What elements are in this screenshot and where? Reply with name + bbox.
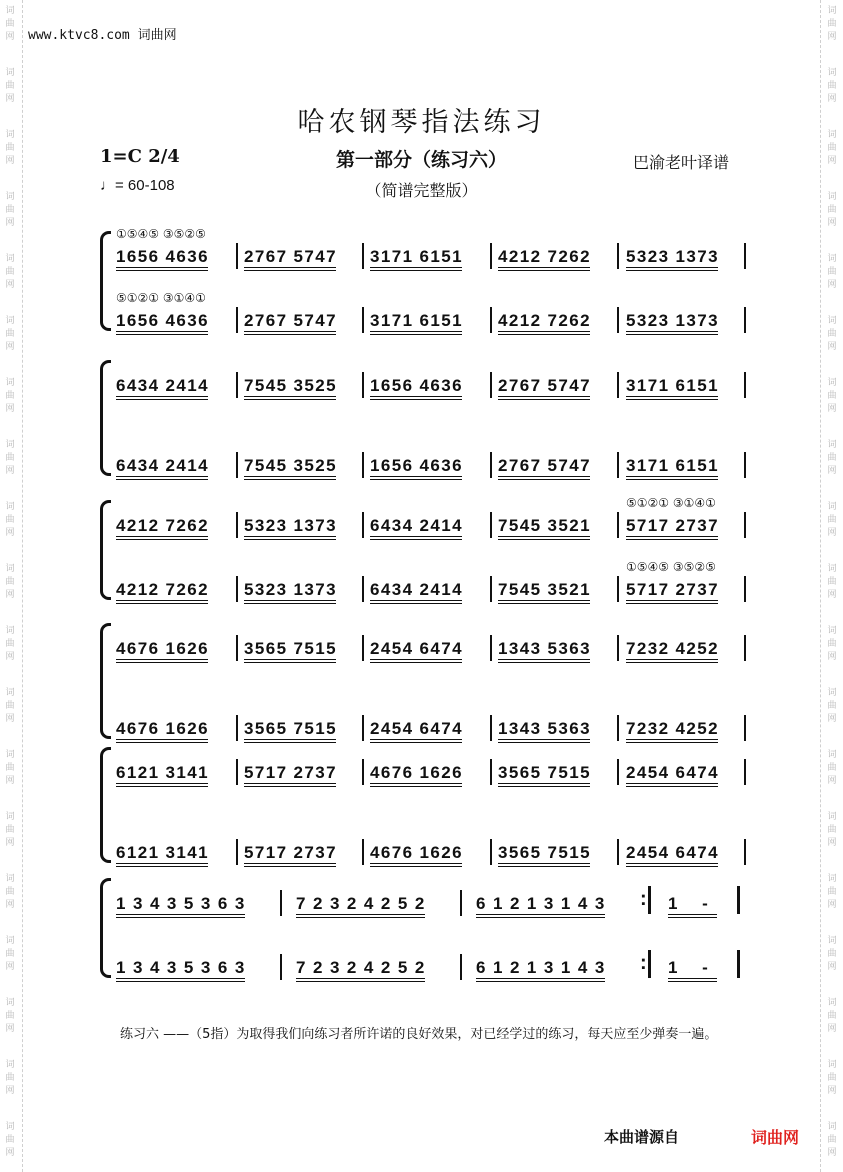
measure: 3171 6151 <box>626 456 719 475</box>
barline <box>236 307 238 333</box>
measure: 4676 1626 <box>116 639 209 658</box>
watermark-text: 词 曲 网 <box>5 502 15 538</box>
staff-upper <box>0 376 843 406</box>
watermark-text: 词 曲 网 <box>827 440 837 476</box>
final-note: 1 - <box>668 894 718 913</box>
measure: 2454 6474 <box>626 843 719 862</box>
watermark-text: 词 曲 网 <box>5 6 15 42</box>
fingering-marks: ①⑤④⑤ ③⑤②⑤ <box>626 560 716 574</box>
measure: 1656 4636 <box>370 376 463 395</box>
measure: 6434 2414 <box>116 456 209 475</box>
watermark-text: 词 曲 网 <box>827 502 837 538</box>
measure: 7232 4252 <box>626 719 719 738</box>
barline <box>362 307 364 333</box>
measure: 6121 3141 <box>116 763 209 782</box>
watermark-text: 词 曲 网 <box>827 936 837 972</box>
measure: 6 1 2 1 3 1 4 3 <box>476 958 606 977</box>
measure: 2767 5747 <box>244 311 337 330</box>
barline <box>280 890 282 916</box>
measure: 2767 5747 <box>498 456 591 475</box>
final-barline <box>737 950 740 978</box>
source-label: 本曲谱源自 <box>604 1128 680 1146</box>
watermark-text: 词 曲 网 <box>827 998 837 1034</box>
barline <box>490 372 492 398</box>
measure: 7545 3521 <box>498 580 591 599</box>
watermark-text: 词 曲 网 <box>827 874 837 910</box>
tempo-mark: ♩= 60-108 <box>100 177 175 194</box>
watermark-text: 词 曲 网 <box>827 6 837 42</box>
staff-lower <box>0 560 843 610</box>
watermark-text: 词 曲 网 <box>5 316 15 352</box>
measure: 5717 2737 <box>626 580 719 599</box>
measure: 7232 4252 <box>626 639 719 658</box>
measure: 2454 6474 <box>626 763 719 782</box>
watermark-text: 词 曲 网 <box>827 688 837 724</box>
staff-lower <box>0 456 843 486</box>
barline <box>460 890 462 916</box>
barline <box>236 243 238 269</box>
watermark-text: 词 曲 网 <box>827 68 837 104</box>
barline <box>617 635 619 661</box>
barline <box>617 715 619 741</box>
barline <box>744 307 746 333</box>
barline <box>490 839 492 865</box>
watermark-text: 词 曲 网 <box>827 626 837 662</box>
measure: 7545 3525 <box>244 376 337 395</box>
measure: 2767 5747 <box>244 247 337 266</box>
barline <box>362 635 364 661</box>
barline <box>236 372 238 398</box>
repeat-sign: : <box>640 952 647 974</box>
barline <box>617 512 619 538</box>
measure: 7 2 3 2 4 2 5 2 <box>296 958 426 977</box>
measure: 4676 1626 <box>370 843 463 862</box>
key-signature: 1=C 2/4 <box>100 146 180 167</box>
measure: 2454 6474 <box>370 639 463 658</box>
barline <box>744 576 746 602</box>
barline <box>362 576 364 602</box>
staff-upper <box>0 639 843 669</box>
measure: 1343 5363 <box>498 639 591 658</box>
watermark-text: 词 曲 网 <box>827 1060 837 1096</box>
watermark-text: 词 曲 网 <box>5 440 15 476</box>
barline <box>617 839 619 865</box>
score-author: 巴渝老叶译谱 <box>633 153 730 172</box>
measure: 3565 7515 <box>498 843 591 862</box>
measure: 1343 5363 <box>498 719 591 738</box>
watermark-text: 词 曲 网 <box>5 378 15 414</box>
measure: 3171 6151 <box>370 311 463 330</box>
watermark-text: 词 曲 网 <box>5 812 15 848</box>
watermark-text: 词 曲 网 <box>827 130 837 166</box>
repeat-barline <box>648 950 651 978</box>
final-note: 1 - <box>668 958 718 977</box>
measure: 1 3 4 3 5 3 6 3 <box>116 958 246 977</box>
barline <box>490 307 492 333</box>
measure: 6434 2414 <box>370 516 463 535</box>
measure: 1 3 4 3 5 3 6 3 <box>116 894 246 913</box>
site-logo[interactable]: 词曲网 <box>751 1128 800 1147</box>
barline <box>490 576 492 602</box>
measure: 6434 2414 <box>116 376 209 395</box>
measure: 4212 7262 <box>116 580 209 599</box>
barline <box>236 452 238 478</box>
barline <box>280 954 282 980</box>
barline <box>490 715 492 741</box>
staff-upper <box>0 496 843 546</box>
barline <box>236 839 238 865</box>
measure: 5717 2737 <box>244 763 337 782</box>
measure: 1656 4636 <box>116 311 209 330</box>
staff-lower <box>0 291 843 341</box>
barline <box>490 635 492 661</box>
watermark-text: 词 曲 网 <box>827 564 837 600</box>
barline <box>617 307 619 333</box>
measure: 7 2 3 2 4 2 5 2 <box>296 894 426 913</box>
barline <box>744 839 746 865</box>
barline <box>490 452 492 478</box>
measure: 3171 6151 <box>370 247 463 266</box>
watermark-text: 词 曲 网 <box>5 874 15 910</box>
barline <box>460 954 462 980</box>
watermark-text: 词 曲 网 <box>827 254 837 290</box>
watermark-text: 词 曲 网 <box>5 1122 15 1158</box>
measure: 5717 2737 <box>626 516 719 535</box>
measure: 3565 7515 <box>244 639 337 658</box>
watermark-text: 词 曲 网 <box>827 192 837 228</box>
score-title: 哈农钢琴指法练习 <box>297 107 546 138</box>
barline <box>362 715 364 741</box>
barline <box>236 715 238 741</box>
footnote: 练习六 ——（5指）为取得我们向练习者所许诺的良好效果，对已经学过的练习，每天应至少弹奏一遍。 <box>120 1027 718 1042</box>
measure: 3565 7515 <box>244 719 337 738</box>
barline <box>362 243 364 269</box>
measure: 7545 3525 <box>244 456 337 475</box>
watermark-text: 词 曲 网 <box>5 68 15 104</box>
measure: 7545 3521 <box>498 516 591 535</box>
final-barline <box>737 886 740 914</box>
measure: 1656 4636 <box>116 247 209 266</box>
staff-upper <box>0 763 843 793</box>
watermark-text: 词 曲 网 <box>5 936 15 972</box>
measure: 6121 3141 <box>116 843 209 862</box>
measure: 5323 1373 <box>626 247 719 266</box>
barline <box>617 372 619 398</box>
watermark-text: 词 曲 网 <box>5 254 15 290</box>
measure: 3171 6151 <box>626 376 719 395</box>
measure: 6 1 2 1 3 1 4 3 <box>476 894 606 913</box>
staff-upper <box>0 227 843 277</box>
site-url[interactable]: www.ktvc8.com 词曲网 <box>28 28 177 43</box>
barline <box>236 759 238 785</box>
measure: 5323 1373 <box>244 516 337 535</box>
barline <box>617 243 619 269</box>
barline <box>362 372 364 398</box>
barline <box>236 635 238 661</box>
measure: 2454 6474 <box>370 719 463 738</box>
measure: 1656 4636 <box>370 456 463 475</box>
watermark-text: 词 曲 网 <box>827 1122 837 1158</box>
fingering-marks: ⑤①②① ③①④① <box>116 291 206 305</box>
fingering-marks: ①⑤④⑤ ③⑤②⑤ <box>116 227 206 241</box>
measure: 4212 7262 <box>498 311 591 330</box>
repeat-sign: : <box>640 888 647 910</box>
staff-lower <box>0 843 843 873</box>
watermark-text: 词 曲 网 <box>5 192 15 228</box>
barline <box>490 243 492 269</box>
barline <box>490 759 492 785</box>
barline <box>744 372 746 398</box>
watermark-text: 词 曲 网 <box>827 378 837 414</box>
barline <box>362 512 364 538</box>
barline <box>744 635 746 661</box>
watermark-text: 词 曲 网 <box>827 316 837 352</box>
barline <box>617 452 619 478</box>
measure: 2767 5747 <box>498 376 591 395</box>
measure: 4676 1626 <box>370 763 463 782</box>
measure: 5717 2737 <box>244 843 337 862</box>
barline <box>744 243 746 269</box>
measure: 3565 7515 <box>498 763 591 782</box>
watermark-text: 词 曲 网 <box>5 626 15 662</box>
fingering-marks: ⑤①②① ③①④① <box>626 496 716 510</box>
watermark-text: 词 曲 网 <box>827 812 837 848</box>
repeat-barline <box>648 886 651 914</box>
barline <box>362 839 364 865</box>
watermark-text: 词 曲 网 <box>5 998 15 1034</box>
watermark-text: 词 曲 网 <box>5 130 15 166</box>
measure: 5323 1373 <box>626 311 719 330</box>
staff-lower <box>0 719 843 749</box>
watermark-text: 词 曲 网 <box>5 564 15 600</box>
barline <box>490 512 492 538</box>
barline <box>744 759 746 785</box>
barline <box>744 715 746 741</box>
measure: 6434 2414 <box>370 580 463 599</box>
measure: 4676 1626 <box>116 719 209 738</box>
watermark-text: 词 曲 网 <box>5 750 15 786</box>
barline <box>362 452 364 478</box>
barline <box>744 512 746 538</box>
barline <box>617 576 619 602</box>
watermark-text: 词 曲 网 <box>827 750 837 786</box>
watermark-text: 词 曲 网 <box>5 688 15 724</box>
barline <box>362 759 364 785</box>
barline <box>617 759 619 785</box>
measure: 5323 1373 <box>244 580 337 599</box>
watermark-text: 词 曲 网 <box>5 1060 15 1096</box>
edition-note: （简谱完整版） <box>365 181 478 200</box>
measure: 4212 7262 <box>498 247 591 266</box>
barline <box>744 452 746 478</box>
score-subtitle: 第一部分（练习六） <box>335 149 507 171</box>
barline <box>236 512 238 538</box>
measure: 4212 7262 <box>116 516 209 535</box>
barline <box>236 576 238 602</box>
